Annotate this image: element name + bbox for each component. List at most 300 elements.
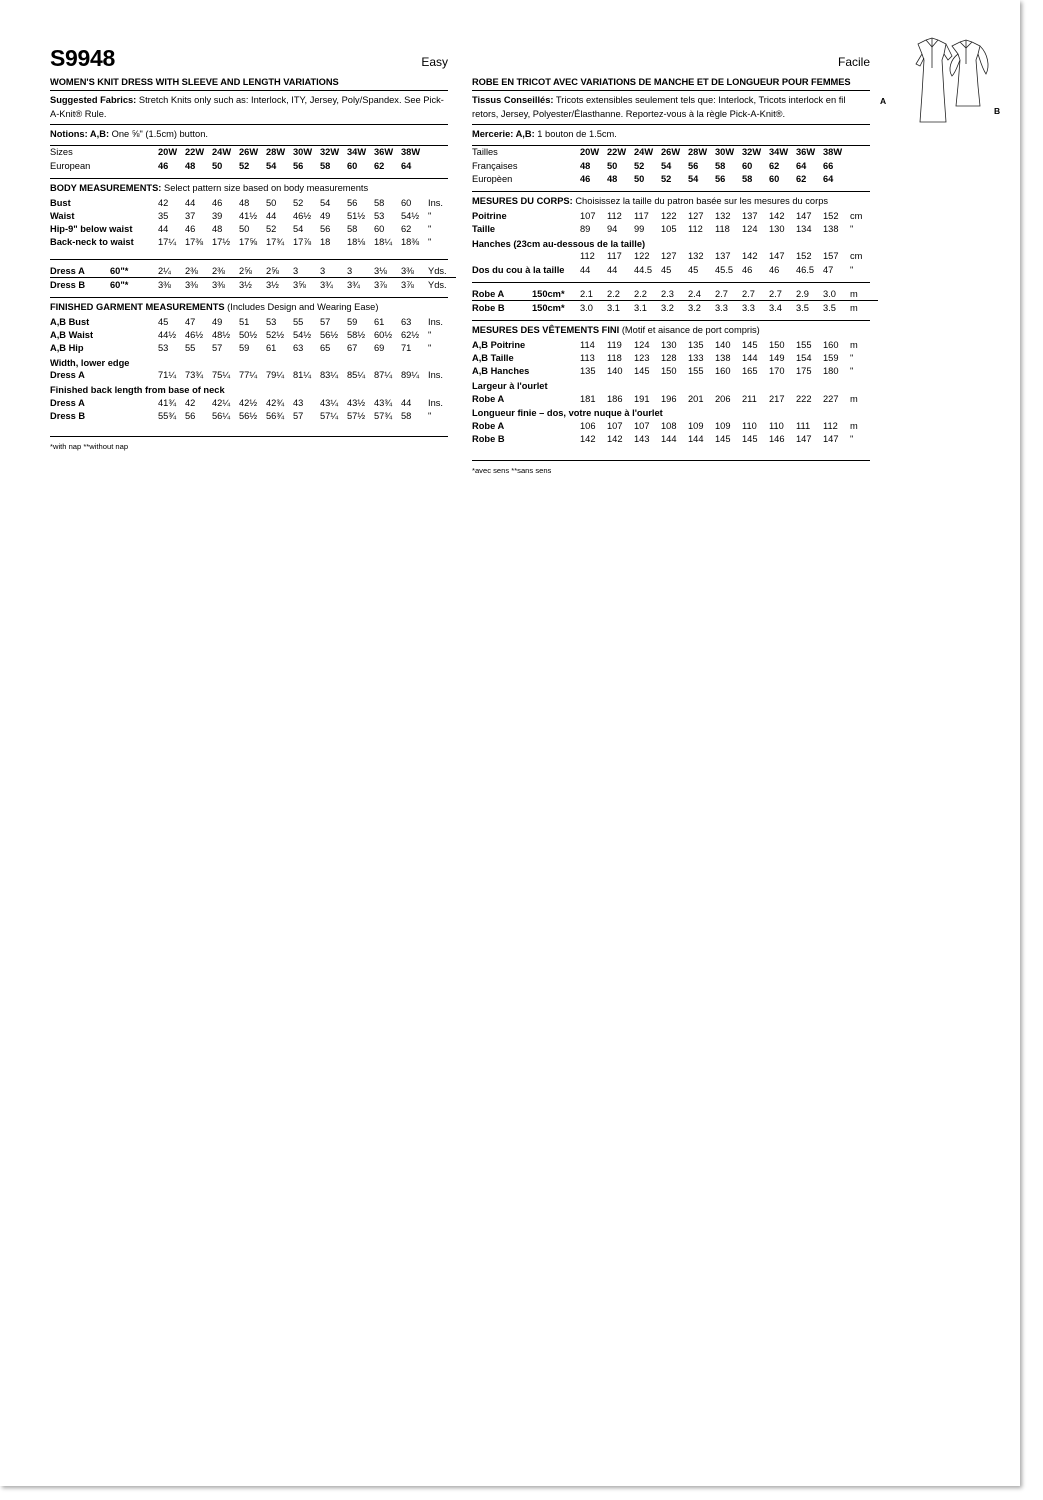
value-cell: 62 <box>401 224 412 235</box>
value-cell: 2⅜ <box>212 265 225 276</box>
difficulty-label-fr: Facile <box>837 55 870 69</box>
value-cell: 44½ <box>158 330 177 341</box>
value-cell: 137 <box>715 251 731 262</box>
value-cell: 47 <box>185 316 196 327</box>
row-label: A,B Waist <box>50 330 94 341</box>
value-cell: 89¼ <box>401 370 420 381</box>
row-label: Dress A <box>50 397 85 408</box>
value-cell: 107 <box>580 210 596 221</box>
unit-cell: " <box>428 330 432 341</box>
footnote-fr: *avec sens **sans sens <box>472 460 870 475</box>
value-cell: 65 <box>320 343 331 354</box>
value-cell: 109 <box>688 420 704 431</box>
pattern-title-en: WOMEN'S KNIT DRESS WITH SLEEVE AND LENGTH VARIATIONS <box>50 70 448 91</box>
european-label-fr: Europèen <box>472 173 513 184</box>
value-cell: 46½ <box>293 210 312 221</box>
size-cell: 56 <box>293 160 304 171</box>
value-cell: 112 <box>823 420 838 431</box>
size-cell: 50 <box>634 173 645 184</box>
divider <box>472 314 870 321</box>
width-hem-label-fr: Largeur à l'ourlet <box>472 381 548 392</box>
value-cell: 135 <box>580 366 596 377</box>
value-cell: 81¼ <box>293 370 312 381</box>
value-cell: 112 <box>607 210 622 221</box>
value-cell: 56¼ <box>212 410 231 421</box>
body-measurements-label-fr: MESURES DU CORPS: <box>472 196 573 207</box>
value-cell: 44 <box>158 224 169 235</box>
value-cell: 60 <box>401 197 412 208</box>
value-cell: 55 <box>293 316 304 327</box>
value-cell: 112 <box>688 224 703 235</box>
unit-cell: Yds. <box>428 279 447 290</box>
value-cell: 3⅜ <box>401 265 414 276</box>
finished-measurements-label-fr: MESURES DES VÊTEMENTS FINI <box>472 325 620 336</box>
value-cell: 46 <box>769 264 780 275</box>
value-cell: 69 <box>374 343 385 354</box>
value-cell: 45 <box>158 316 169 327</box>
value-cell: 138 <box>823 224 839 235</box>
table-row <box>472 159 870 172</box>
value-cell: 57 <box>320 316 331 327</box>
row-label: Bust <box>50 197 71 208</box>
size-cell: 22W <box>607 147 627 158</box>
value-cell: 60½ <box>374 330 393 341</box>
row-label: A,B Poitrine <box>472 340 526 351</box>
value-cell: 155 <box>688 366 704 377</box>
value-cell: 107 <box>634 420 650 431</box>
suggested-fabrics-fr <box>472 91 870 125</box>
row-label: Back-neck to waist <box>50 237 134 248</box>
value-cell: 60 <box>374 224 385 235</box>
size-cell: 56 <box>688 160 699 171</box>
size-cell: 62 <box>796 173 807 184</box>
value-cell: 112 <box>580 251 595 262</box>
value-cell: 61 <box>266 343 277 354</box>
size-cell: 62 <box>769 160 780 171</box>
value-cell: 3.4 <box>769 302 782 313</box>
english-header <box>50 40 448 70</box>
value-cell: 46 <box>212 197 223 208</box>
value-cell: 56 <box>320 224 331 235</box>
view-b-label: B <box>994 106 1001 116</box>
table-row <box>50 236 448 249</box>
row-label: Dress B <box>50 279 86 290</box>
size-cell: 54 <box>661 160 672 171</box>
value-cell: 56 <box>347 197 358 208</box>
value-cell: 2.4 <box>688 288 701 299</box>
finished-measurements-table-fr <box>472 338 870 378</box>
back-length-table-en <box>50 396 448 422</box>
value-cell: 119 <box>607 340 622 351</box>
row-label: A,B Taille <box>472 353 514 364</box>
divider <box>50 291 448 298</box>
value-cell: 58 <box>347 224 358 235</box>
value-cell: 2.1 <box>580 288 593 299</box>
value-cell: 58 <box>374 197 385 208</box>
unit-cell: Ins. <box>428 397 443 408</box>
european-label-en: European <box>50 160 91 171</box>
unit-cell: cm <box>850 251 863 262</box>
finished-measurements-heading-fr <box>472 321 870 338</box>
french-sizes-label: Françaises <box>472 160 518 171</box>
size-cell: 34W <box>769 147 789 158</box>
value-cell: 57¾ <box>374 410 393 421</box>
value-cell: 130 <box>769 224 785 235</box>
row-label: Waist <box>50 210 75 221</box>
value-cell: 48 <box>212 224 223 235</box>
value-cell: 150 <box>769 340 785 351</box>
value-cell: 17¾ <box>266 237 285 248</box>
value-cell: 18 <box>320 237 331 248</box>
value-cell: 53 <box>374 210 385 221</box>
value-cell: 196 <box>661 393 677 404</box>
value-cell: 99 <box>634 224 645 235</box>
size-cell: 38W <box>823 147 843 158</box>
fabric-width: 60"* <box>110 265 129 276</box>
value-cell: 44.5 <box>634 264 653 275</box>
value-cell: 154 <box>796 353 812 364</box>
suggested-fabrics-label-fr: Tissus Conseillés: <box>472 95 554 105</box>
value-cell: 147 <box>823 434 839 444</box>
value-cell: 48½ <box>212 330 231 341</box>
table-row <box>50 278 456 292</box>
divider <box>50 249 448 260</box>
size-cell: 46 <box>580 173 591 184</box>
finished-measurements-sub-fr: (Motif et aisance de port compris) <box>619 325 760 336</box>
width-hem-table-fr <box>472 392 870 405</box>
size-cell: 52 <box>634 160 645 171</box>
size-cell: 60 <box>769 173 780 184</box>
table-row <box>472 419 870 432</box>
size-cell: 52 <box>661 173 672 184</box>
value-cell: 122 <box>661 210 677 221</box>
row-label: Poitrine <box>472 210 507 221</box>
table-row <box>50 264 456 278</box>
row-label: Hip-9" below waist <box>50 224 133 235</box>
unit-cell: m <box>850 420 858 431</box>
unit-cell: " <box>428 210 432 221</box>
value-cell: 18¼ <box>374 237 393 248</box>
value-cell: 157 <box>823 251 839 262</box>
finished-measurements-heading-en <box>50 298 448 315</box>
row-label: A,B Hanches <box>472 366 530 377</box>
value-cell: 17⅝ <box>239 237 258 248</box>
value-cell: 3.3 <box>715 302 728 313</box>
size-cell: 20W <box>158 147 178 158</box>
value-cell: 45 <box>688 264 699 275</box>
value-cell: 201 <box>688 393 704 404</box>
value-cell: 62½ <box>401 330 420 341</box>
value-cell: 3.1 <box>634 302 647 313</box>
value-cell: 44 <box>580 264 591 275</box>
table-row <box>472 172 870 185</box>
divider <box>472 276 870 283</box>
value-cell: 46 <box>185 224 196 235</box>
two-column-layout <box>50 40 970 475</box>
size-cell: 64 <box>401 160 412 171</box>
value-cell: 3⅜ <box>158 279 171 290</box>
width-lower-edge-label-en: Width, lower edge <box>50 357 130 368</box>
value-cell: 43¾ <box>374 397 393 408</box>
size-cell: 52 <box>239 160 250 171</box>
row-label: Robe A <box>472 288 505 299</box>
notions-fr <box>472 125 870 146</box>
size-cell: 22W <box>185 147 205 158</box>
value-cell: 118 <box>607 353 622 364</box>
body-measurements-heading-en <box>50 179 448 196</box>
table-row <box>472 365 870 378</box>
value-cell: 17⅞ <box>293 237 312 248</box>
value-cell: 2.9 <box>796 288 809 299</box>
value-cell: 152 <box>796 251 812 262</box>
value-cell: 35 <box>158 210 169 221</box>
value-cell: 170 <box>769 366 785 377</box>
unit-cell: " <box>850 366 854 377</box>
table-row <box>50 396 448 409</box>
value-cell: 75¼ <box>212 370 231 381</box>
unit-cell: m <box>850 302 858 313</box>
value-cell: 42¼ <box>212 397 231 408</box>
value-cell: 17⅜ <box>185 237 204 248</box>
value-cell: 109 <box>715 420 731 431</box>
size-cell: 32W <box>742 147 762 158</box>
value-cell: 160 <box>823 340 839 351</box>
table-row <box>472 352 870 365</box>
finished-measurements-table-en <box>50 315 448 355</box>
back-length-table-fr <box>472 419 870 445</box>
value-cell: 127 <box>688 210 704 221</box>
divider <box>472 185 870 192</box>
sizes-table-en <box>50 146 448 172</box>
value-cell: 2⅝ <box>266 265 279 276</box>
value-cell: 145 <box>634 366 650 377</box>
unit-cell: Yds. <box>428 265 447 276</box>
size-cell: 26W <box>239 147 259 158</box>
value-cell: 110 <box>769 420 784 431</box>
unit-cell: m <box>850 288 858 299</box>
value-cell: 152 <box>823 210 839 221</box>
size-cell: 26W <box>661 147 681 158</box>
size-cell: 64 <box>823 173 834 184</box>
unit-cell: Ins. <box>428 197 443 208</box>
value-cell: 2.3 <box>661 288 674 299</box>
value-cell: 3 <box>293 265 299 276</box>
value-cell: 3⅜ <box>212 279 225 290</box>
sizes-table-fr <box>472 146 870 186</box>
unit-cell: " <box>850 264 854 275</box>
value-cell: 134 <box>796 224 812 235</box>
value-cell: 41¾ <box>158 397 177 408</box>
value-cell: 138 <box>715 353 731 364</box>
value-cell: 130 <box>661 340 677 351</box>
value-cell: 186 <box>607 393 623 404</box>
table-row <box>472 392 870 405</box>
value-cell: 145 <box>742 340 758 351</box>
value-cell: 50½ <box>239 330 258 341</box>
value-cell: 71 <box>401 343 412 354</box>
value-cell: 52 <box>266 224 277 235</box>
value-cell: 142 <box>607 434 623 444</box>
table-row <box>50 342 448 355</box>
value-cell: 71¼ <box>158 370 177 381</box>
size-cell: 56 <box>715 173 726 184</box>
value-cell: 51 <box>239 316 250 327</box>
value-cell: 94 <box>607 224 618 235</box>
unit-cell: " <box>850 224 854 235</box>
notions-text-en: One ⅝" (1.5cm) button. <box>109 129 208 140</box>
value-cell: 57 <box>212 343 223 354</box>
value-cell: 87¼ <box>374 370 393 381</box>
value-cell: 51½ <box>347 210 366 221</box>
value-cell: 143 <box>634 434 650 444</box>
value-cell: 52½ <box>266 330 285 341</box>
value-cell: 3½ <box>239 279 252 290</box>
value-cell: 165 <box>742 366 758 377</box>
value-cell: 53 <box>266 316 277 327</box>
unit-cell: " <box>850 434 854 444</box>
value-cell: 43 <box>293 397 304 408</box>
size-cell: 60 <box>347 160 358 171</box>
unit-cell: " <box>850 353 854 364</box>
value-cell: 18⅛ <box>347 237 366 248</box>
english-column <box>50 40 448 475</box>
value-cell: 2.2 <box>607 288 620 299</box>
value-cell: 89 <box>580 224 591 235</box>
value-cell: 3.5 <box>823 302 836 313</box>
value-cell: 44 <box>401 397 412 408</box>
row-label: Dress A <box>50 265 85 276</box>
french-header <box>472 40 870 70</box>
suggested-fabrics-en <box>50 91 448 125</box>
value-cell: 144 <box>742 353 758 364</box>
value-cell: 105 <box>661 224 677 235</box>
value-cell: 85¼ <box>347 370 366 381</box>
unit-cell: " <box>428 237 432 248</box>
notions-label-fr: Mercerie: A,B: <box>472 129 535 140</box>
table-row <box>50 328 448 341</box>
sizes-label-en: Sizes <box>50 147 73 158</box>
value-cell: 59 <box>347 316 358 327</box>
table-row <box>50 159 448 172</box>
value-cell: 52 <box>293 197 304 208</box>
dress-views-svg <box>886 34 1006 129</box>
size-cell: 24W <box>212 147 232 158</box>
table-row <box>472 338 870 351</box>
value-cell: 58½ <box>347 330 366 341</box>
value-cell: 2⅝ <box>239 265 252 276</box>
size-cell: 60 <box>742 160 753 171</box>
value-cell: 42 <box>185 397 196 408</box>
value-cell: 3.3 <box>742 302 755 313</box>
value-cell: 3⅞ <box>374 279 387 290</box>
size-cell: 64 <box>796 160 807 171</box>
value-cell: 3.5 <box>796 302 809 313</box>
value-cell: 77¼ <box>239 370 258 381</box>
value-cell: 44 <box>266 210 277 221</box>
table-row <box>50 146 448 159</box>
value-cell: 227 <box>823 393 839 404</box>
back-length-label-en: Finished back length from base of neck <box>50 385 225 396</box>
table-row <box>472 209 870 222</box>
value-cell: 140 <box>715 340 731 351</box>
size-cell: 28W <box>266 147 286 158</box>
value-cell: 2¼ <box>158 265 171 276</box>
value-cell: 175 <box>796 366 812 377</box>
value-cell: 57½ <box>347 410 366 421</box>
size-cell: 20W <box>580 147 600 158</box>
size-cell: 50 <box>212 160 223 171</box>
size-cell: 54 <box>266 160 277 171</box>
hip-table-fr <box>472 250 870 276</box>
table-row <box>472 301 878 315</box>
table-row <box>472 146 870 159</box>
value-cell: 140 <box>607 366 623 377</box>
finished-measurements-sub-en: (Includes Design and Wearing Ease) <box>224 302 379 313</box>
suggested-fabrics-text-fr: Tricots extensibles seulement tels que: Interlock, Tricots interlock en fil retors, Jersey, Polyester/Élasthanne. Reportez-vous à la règle Pick-A-Knit®. <box>472 95 846 119</box>
size-cell: 36W <box>796 147 816 158</box>
value-cell: 145 <box>742 434 758 444</box>
table-row <box>50 223 448 236</box>
value-cell: 142 <box>769 210 785 221</box>
finished-measurements-label-en: FINISHED GARMENT MEASUREMENTS <box>50 302 225 313</box>
difficulty-label-en: Easy <box>421 55 448 69</box>
size-cell: 32W <box>320 147 340 158</box>
size-cell: 54 <box>688 173 699 184</box>
row-label: Robe B <box>472 302 505 313</box>
value-cell: 43½ <box>347 397 366 408</box>
value-cell: 155 <box>796 340 812 351</box>
value-cell: 54½ <box>401 210 420 221</box>
value-cell: 181 <box>580 393 596 404</box>
value-cell: 17½ <box>212 237 231 248</box>
value-cell: 83¼ <box>320 370 339 381</box>
value-cell: 191 <box>634 393 650 404</box>
body-measurements-table-en <box>50 196 448 249</box>
value-cell: 217 <box>769 393 785 404</box>
value-cell: 3.0 <box>823 288 836 299</box>
value-cell: 18⅜ <box>401 237 420 248</box>
value-cell: 122 <box>634 251 650 262</box>
table-row <box>472 432 870 445</box>
value-cell: 107 <box>607 420 623 431</box>
value-cell: 144 <box>688 434 704 444</box>
value-cell: 79¼ <box>266 370 285 381</box>
size-cell: 24W <box>634 147 654 158</box>
french-column <box>472 40 870 475</box>
notions-label-en: Notions: A,B: <box>50 129 110 140</box>
body-measurements-heading-fr <box>472 192 870 209</box>
fabric-width: 150cm* <box>532 288 565 299</box>
value-cell: 48 <box>239 197 250 208</box>
width-lower-edge-table-en <box>50 369 448 382</box>
value-cell: 142 <box>742 251 758 262</box>
value-cell: 46 <box>742 264 753 275</box>
value-cell: 56 <box>185 410 196 421</box>
unit-cell: " <box>428 224 432 235</box>
value-cell: 56½ <box>239 410 258 421</box>
value-cell: 46.5 <box>796 264 815 275</box>
value-cell: 118 <box>715 224 730 235</box>
row-label: Dress A <box>50 370 85 381</box>
yardage-table-fr <box>472 287 878 314</box>
table-row <box>50 369 448 382</box>
value-cell: 3.2 <box>661 302 674 313</box>
size-cell: 34W <box>347 147 367 158</box>
size-cell: 48 <box>607 173 618 184</box>
value-cell: 137 <box>742 210 758 221</box>
suggested-fabrics-label-en: Suggested Fabrics: <box>50 95 137 105</box>
fabric-width: 60"* <box>110 279 129 290</box>
